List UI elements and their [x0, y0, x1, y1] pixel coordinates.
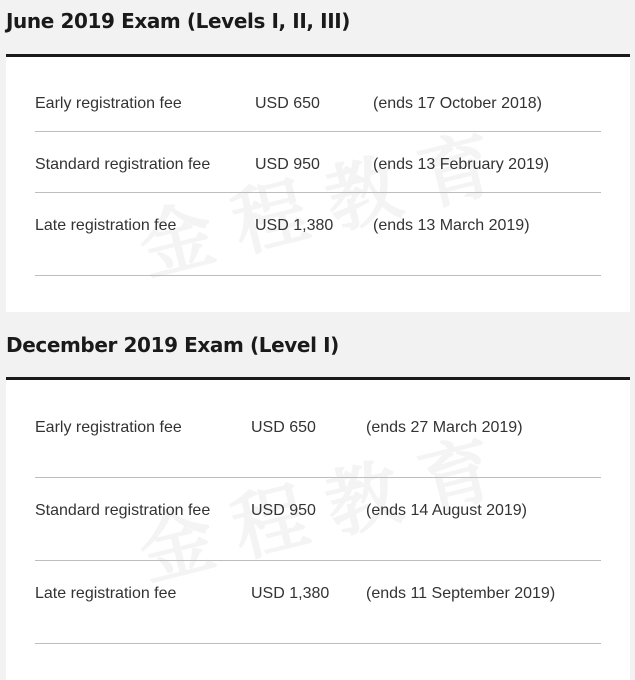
row-divider — [35, 131, 601, 132]
fee-amount: USD 950 — [255, 156, 320, 173]
fee-amount: USD 650 — [255, 95, 320, 112]
row-divider — [35, 192, 601, 193]
fee-label: Early registration fee — [35, 95, 182, 112]
fee-label: Standard registration fee — [35, 502, 211, 519]
december-exam-fee-table — [6, 377, 630, 680]
fee-amount: USD 950 — [251, 502, 316, 519]
fee-label: Late registration fee — [35, 585, 177, 602]
row-divider — [35, 275, 601, 276]
fee-deadline: (ends 27 March 2019) — [366, 419, 523, 436]
fee-label: Early registration fee — [35, 419, 182, 436]
fee-deadline: (ends 17 October 2018) — [373, 95, 542, 112]
row-divider — [35, 477, 601, 478]
december-exam-title: December 2019 Exam (Level I) — [6, 333, 339, 357]
watermark — [127, 100, 525, 296]
fee-label: Late registration fee — [35, 217, 177, 234]
fee-amount: USD 650 — [251, 419, 316, 436]
fee-deadline: (ends 13 March 2019) — [373, 217, 530, 234]
fee-amount: USD 1,380 — [255, 217, 334, 234]
fee-deadline: (ends 14 August 2019) — [366, 502, 528, 519]
row-divider — [35, 560, 601, 561]
fee-deadline: (ends 13 February 2019) — [373, 156, 550, 173]
june-exam-title: June 2019 Exam (Levels I, II, III) — [6, 9, 351, 33]
row-divider — [35, 643, 601, 644]
fee-deadline: (ends 11 September 2019) — [366, 585, 556, 602]
fee-amount: USD 1,380 — [251, 585, 330, 602]
fee-label: Standard registration fee — [35, 156, 211, 173]
june-exam-fee-table — [6, 54, 630, 312]
